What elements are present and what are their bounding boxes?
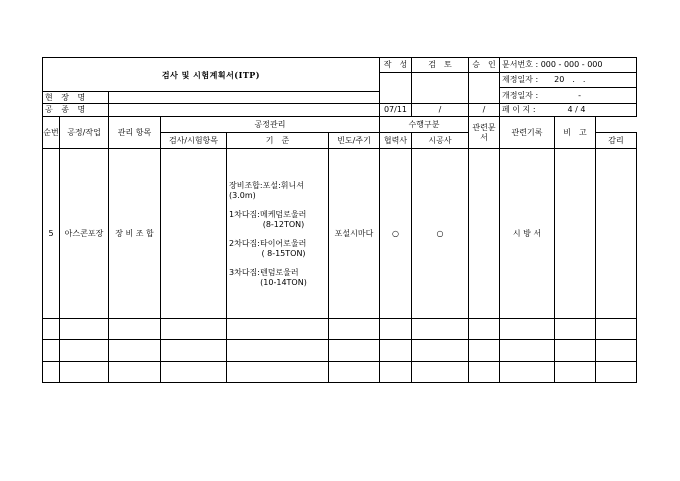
enact-date-label: 제정일자	[502, 75, 533, 84]
cell-contractor: ○	[412, 149, 469, 319]
col-contractor: 시공사	[412, 133, 469, 149]
work-type-value[interactable]	[109, 104, 380, 117]
cell-seq: 5	[43, 149, 60, 319]
sign-approve-label: 승 인	[469, 58, 500, 73]
cell-mgmt-item: 장 비 조 합	[109, 149, 161, 319]
site-name-value[interactable]	[109, 92, 380, 104]
cell-partner: ○	[380, 149, 412, 319]
sign-author-label: 작 성	[380, 58, 412, 73]
col-related-record: 관련기록	[500, 117, 555, 149]
cell-supervision[interactable]	[469, 149, 500, 319]
work-type-label: 공 종 명	[43, 104, 109, 117]
sign-review-label: 검 토	[412, 58, 469, 73]
date-day: /	[469, 104, 500, 117]
itp-form-table	[42, 57, 637, 383]
cell-criteria	[227, 149, 329, 319]
doc-number-value: : 000 - 000 - 000	[535, 60, 603, 69]
sign-review-box[interactable]	[412, 73, 469, 104]
col-supervision: 감리	[596, 133, 637, 149]
doc-number-label: 문서번호	[502, 60, 533, 69]
col-criteria: 기 준	[227, 133, 329, 149]
col-process: 공정/작업	[60, 117, 109, 149]
col-partner: 협력사	[380, 133, 412, 149]
cell-frequency: 포설시마다	[329, 149, 380, 319]
col-seq: 순번	[43, 117, 60, 149]
cell-process: 아스콘포장	[60, 149, 109, 319]
cell-related-record[interactable]	[555, 149, 596, 319]
criteria-line: (8-12TON)	[262, 220, 305, 229]
revise-date	[500, 88, 637, 104]
col-process-mgmt: 공정관리	[161, 117, 380, 133]
enact-date	[500, 73, 637, 88]
col-related-doc: 관련문서	[469, 117, 500, 149]
col-exec-division: 수행구분	[380, 117, 469, 133]
criteria-line: ( 8-15TON)	[261, 249, 306, 258]
date-month: /	[412, 104, 469, 117]
criteria-line: 장비조합:포설:휘니셔(3.0m)	[229, 181, 304, 200]
criteria-line: (10-14TON)	[260, 278, 307, 287]
enact-date-value: : 20 . .	[535, 75, 586, 84]
criteria-line: 2차다짐:타이어로울러	[229, 239, 307, 248]
empty-row	[43, 362, 637, 383]
revise-date-value: : -	[535, 90, 582, 100]
revise-date-label: 개정일자	[502, 90, 533, 100]
sign-author-box[interactable]	[380, 73, 412, 104]
cell-remarks[interactable]	[596, 149, 637, 319]
document-title: 검사 및 시험계획서(ITP)	[43, 58, 380, 92]
site-name-label: 현 장 명	[43, 92, 109, 104]
criteria-line: 3차다짐:텐덤로울러	[229, 268, 299, 277]
page-number-label: 페 이 지	[502, 105, 531, 114]
empty-row	[43, 319, 637, 340]
page-number	[500, 104, 637, 117]
sign-approve-box[interactable]	[469, 73, 500, 104]
empty-row	[43, 340, 637, 362]
col-mgmt-item: 관리 항목	[109, 117, 161, 149]
cell-inspection-item[interactable]	[161, 149, 227, 319]
col-remarks: 비 고	[555, 117, 596, 149]
table-row	[43, 149, 637, 319]
col-inspection-item: 검사/시험항목	[161, 133, 227, 149]
criteria-line: 1차다짐:메케덤로울러	[229, 210, 307, 219]
col-frequency: 빈도/주기	[329, 133, 380, 149]
page-number-value: : 4 / 4	[532, 105, 586, 114]
date-year: 07/11	[380, 104, 412, 117]
doc-number	[500, 58, 637, 73]
cell-related-doc: 시 방 서	[500, 149, 555, 319]
